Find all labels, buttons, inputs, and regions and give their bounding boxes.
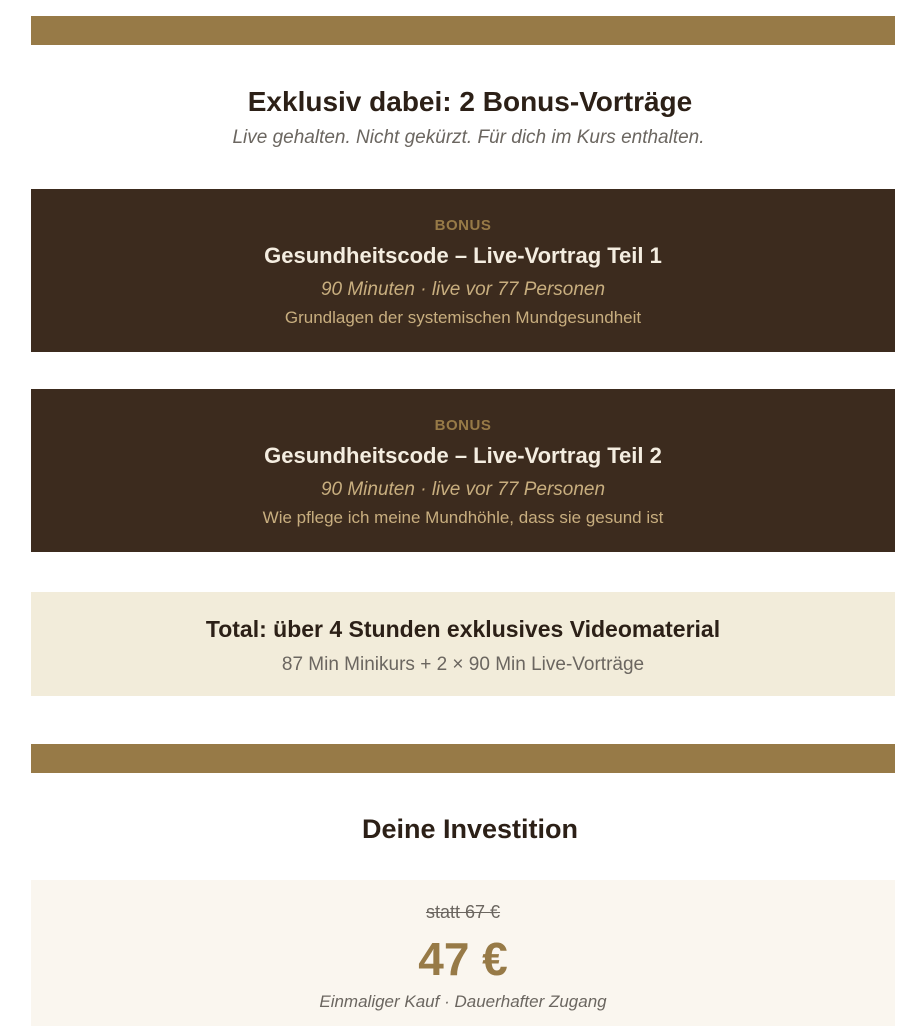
total-title: Total: über 4 Stunden exklusives Videomaterial (205, 616, 721, 642)
bonus-meta: 90 Minuten · live vor 77 Personen (320, 479, 606, 500)
section-divider-top (31, 16, 895, 45)
bonus-meta: 90 Minuten · live vor 77 Personen (320, 279, 606, 300)
current-price: 47 € (418, 933, 508, 985)
bonus-tag: BONUS (434, 417, 492, 434)
price-note: Einmaliger Kauf · Dauerhafter Zugang (319, 992, 607, 1011)
bonus-title: Gesundheitscode – Live-Vortrag Teil 2 (264, 443, 662, 468)
bonus-card-part-1 (31, 189, 895, 352)
section-divider-investment (31, 744, 895, 773)
bonus-description: Wie pflege ich meine Mundhöhle, dass sie gesund ist (262, 508, 664, 527)
bonus-section-heading: Exklusiv dabei: 2 Bonus-Vorträge (247, 86, 693, 117)
bonus-section-subheading: Live gehalten. Nicht gekürzt. Für dich im Kurs enthalten. (232, 127, 705, 148)
investment-heading: Deine Investition (361, 814, 579, 844)
old-price: statt 67 € (425, 902, 501, 922)
total-summary-box (31, 592, 895, 696)
bonus-description: Grundlagen der systemischen Mundgesundheit (284, 308, 642, 327)
total-detail: 87 Min Minikurs + 2 × 90 Min Live-Vorträge (281, 654, 645, 675)
bonus-title: Gesundheitscode – Live-Vortrag Teil 1 (264, 243, 662, 268)
bonus-card-part-2 (31, 389, 895, 552)
price-box (31, 880, 895, 1026)
bonus-tag: BONUS (434, 217, 492, 234)
